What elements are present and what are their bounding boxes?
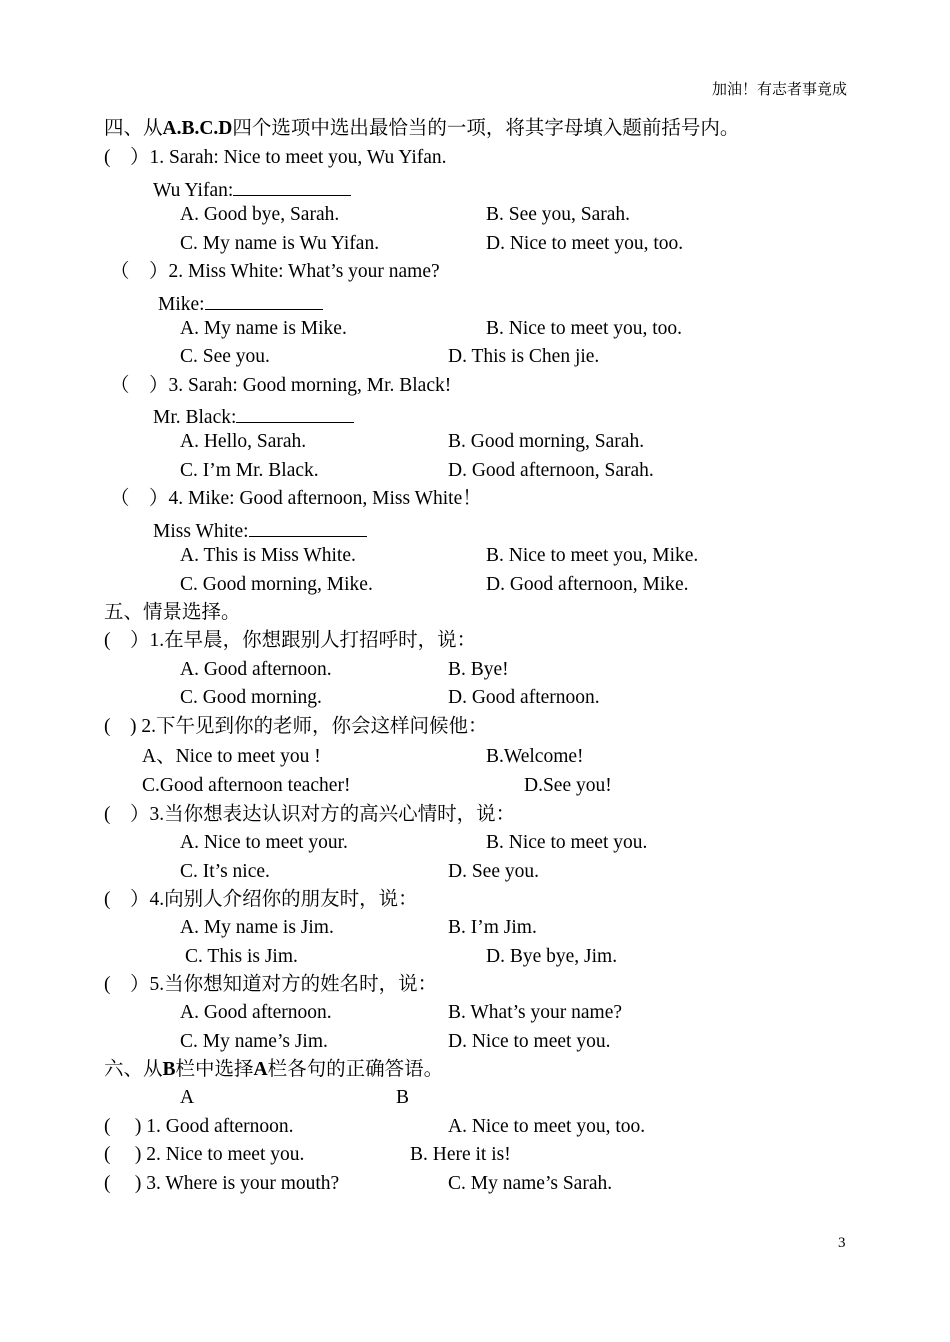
s5-q3-stem: ( ）3.当你想表达认识对方的高兴心情时，说：	[104, 804, 516, 825]
s5-q5-option-b: B. What’s your name?	[448, 1002, 623, 1023]
s4-q2-option-b: B. Nice to meet you, too.	[486, 318, 683, 339]
s5-q2-stem: ( ) 2.下午见到你的老师，你会这样问候他：	[104, 716, 488, 737]
s4-q3-option-c: C. I’m Mr. Black.	[180, 460, 319, 481]
s6-row-3-question: ( ) 3. Where is your mouth?	[104, 1173, 340, 1194]
s6-row-1-answer: A. Nice to meet you, too.	[448, 1116, 646, 1137]
s4-q2-stem: （ ）2. Miss White: What’s your name?	[110, 261, 440, 282]
s5-q1-option-b: B. Bye!	[448, 659, 509, 680]
s4-q3-option-d: D. Good afternoon, Sarah.	[448, 460, 654, 481]
s5-q4-option-d: D. Bye bye, Jim.	[486, 946, 618, 967]
section-5-title: 五、情景选择。	[104, 602, 241, 623]
s5-q2-option-c: C.Good afternoon teacher!	[142, 775, 351, 796]
s4-q3-answer-line: Mr. Black:	[153, 404, 354, 428]
s4-q4-answer-line: Miss White:	[153, 518, 367, 542]
section-6-title: 六、从B栏中选择A栏各句的正确答语。	[104, 1059, 444, 1080]
page-number: 3	[838, 1235, 846, 1251]
s4-q2-option-d: D. This is Chen jie.	[448, 346, 600, 367]
s5-q3-option-d: D. See you.	[448, 861, 539, 882]
s4-q1-option-c: C. My name is Wu Yifan.	[180, 233, 380, 254]
s5-q2-option-a: A、Nice to meet you !	[142, 746, 321, 767]
s5-q5-option-d: D. Nice to meet you.	[448, 1031, 611, 1052]
s4-q2-answer-line: Mike:	[158, 291, 323, 315]
s4-q4-option-c: C. Good morning, Mike.	[180, 574, 373, 595]
s4-q2-option-c: C. See you.	[180, 346, 270, 367]
s5-q1-option-a: A. Good afternoon.	[180, 659, 332, 680]
s4-q1-option-b: B. See you, Sarah.	[486, 204, 631, 225]
s5-q4-option-b: B. I’m Jim.	[448, 917, 537, 938]
s5-q1-option-d: D. Good afternoon.	[448, 687, 600, 708]
s4-q4-option-b: B. Nice to meet you, Mike.	[486, 545, 699, 566]
s5-q2-option-d: D.See you!	[524, 775, 612, 796]
s4-q1-stem: ( ）1. Sarah: Nice to meet you, Wu Yifan.	[104, 147, 447, 168]
s4-q1-option-a: A. Good bye, Sarah.	[180, 204, 340, 225]
s5-q3-option-b: B. Nice to meet you.	[486, 832, 648, 853]
s5-q1-option-c: C. Good morning.	[180, 687, 322, 708]
s4-q1-answer-line: Wu Yifan:	[153, 177, 351, 201]
answer-blank[interactable]	[249, 518, 367, 537]
answer-blank[interactable]	[233, 177, 351, 196]
s5-q5-option-c: C. My name’s Jim.	[180, 1031, 328, 1052]
s6-row-2-question: ( ) 2. Nice to meet you.	[104, 1144, 305, 1165]
s5-q3-option-c: C. It’s nice.	[180, 861, 270, 882]
answer-blank[interactable]	[236, 404, 354, 423]
s6-row-3-answer: C. My name’s Sarah.	[448, 1173, 613, 1194]
s4-q2-option-a: A. My name is Mike.	[180, 318, 347, 339]
s4-q3-stem: （ ）3. Sarah: Good morning, Mr. Black!	[110, 375, 452, 396]
s5-q4-option-c: C. This is Jim.	[185, 946, 298, 967]
page-header-motto: 加油！有志者事竟成	[711, 82, 847, 98]
s5-q5-option-a: A. Good afternoon.	[180, 1002, 332, 1023]
s4-q4-option-d: D. Good afternoon, Mike.	[486, 574, 689, 595]
s5-q4-option-a: A. My name is Jim.	[180, 917, 334, 938]
s4-q3-option-b: B. Good morning, Sarah.	[448, 431, 645, 452]
column-b-header: B	[396, 1087, 410, 1108]
s5-q2-option-b: B.Welcome!	[486, 746, 584, 767]
s5-q1-stem: ( ）1.在早晨，你想跟别人打招呼时，说：	[104, 630, 477, 651]
s4-q3-option-a: A. Hello, Sarah.	[180, 431, 307, 452]
s4-q1-option-d: D. Nice to meet you, too.	[486, 233, 684, 254]
s4-q4-stem: （ ）4. Mike: Good afternoon, Miss White！	[110, 488, 482, 509]
s5-q5-stem: ( ）5.当你想知道对方的姓名时，说：	[104, 974, 438, 995]
column-a-header: A	[180, 1087, 195, 1108]
section-4-title: 四、从A.B.C.D四个选项中选出最恰当的一项，将其字母填入题前括号内。	[104, 118, 740, 139]
s6-row-1-question: ( ) 1. Good afternoon.	[104, 1116, 294, 1137]
s5-q3-option-a: A. Nice to meet your.	[180, 832, 348, 853]
s6-row-2-answer: B. Here it is!	[410, 1144, 511, 1165]
s5-q4-stem: ( ）4.向别人介绍你的朋友时，说：	[104, 889, 418, 910]
s4-q4-option-a: A. This is Miss White.	[180, 545, 356, 566]
answer-blank[interactable]	[205, 291, 323, 310]
